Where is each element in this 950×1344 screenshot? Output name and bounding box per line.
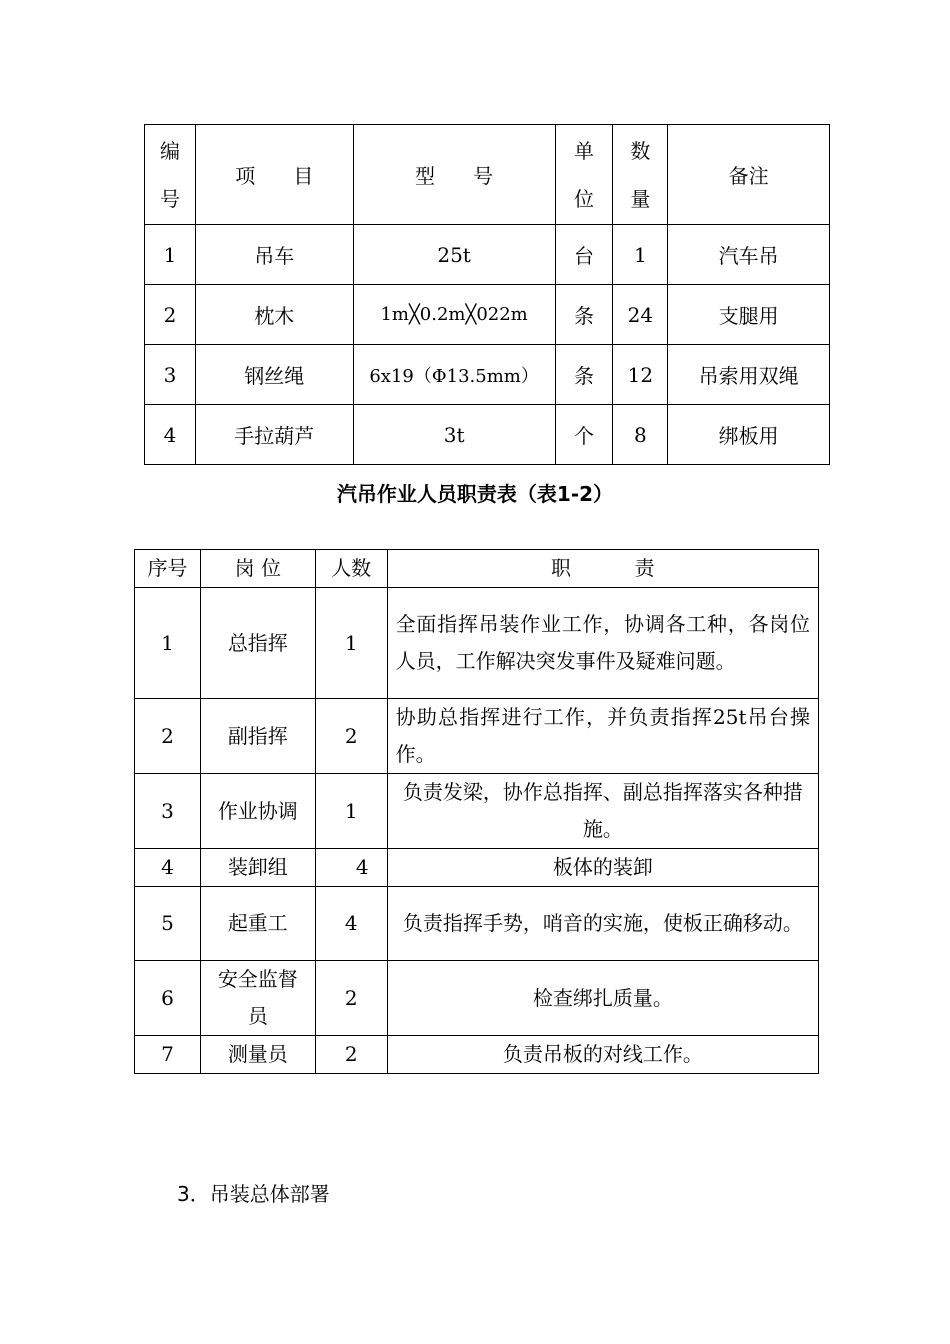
cell-qty: 1	[613, 225, 668, 285]
cell-model: 1m╳0.2m╳022m	[353, 285, 555, 345]
cell-qty: 8	[613, 405, 668, 465]
cell-item: 钢丝绳	[195, 345, 353, 405]
cell-remark: 支腿用	[668, 285, 830, 345]
cell-count: 4	[315, 849, 387, 887]
header-post: 岗 位	[200, 550, 315, 588]
cell-model: 6x19（Φ13.5mm）	[353, 345, 555, 405]
cell-post: 安全监督员	[200, 961, 315, 1036]
table-caption: 汽吊作业人员职责表（表1-2）	[336, 482, 614, 506]
header-model: 型 号	[353, 125, 555, 225]
table-row	[135, 887, 819, 961]
duty-header-row	[135, 550, 819, 588]
cell-no: 7	[135, 1036, 201, 1074]
cell-duty: 板体的装卸	[387, 849, 818, 887]
section-heading: 3．吊装总体部署	[177, 1182, 330, 1206]
cell-qty: 24	[613, 285, 668, 345]
cell-no: 1	[145, 225, 196, 285]
cell-duty: 负责吊板的对线工作。	[387, 1036, 818, 1074]
cell-no: 5	[135, 887, 201, 961]
header-item: 项 目	[195, 125, 353, 225]
cell-no: 3	[135, 774, 201, 849]
cell-duty: 全面指挥吊装作业工作，协调各工种，各岗位人员，工作解决突发事件及疑难问题。	[387, 588, 818, 699]
cell-unit: 条	[555, 345, 613, 405]
cell-post: 副指挥	[200, 699, 315, 774]
header-no: 序号	[135, 550, 201, 588]
cell-remark: 绑板用	[668, 405, 830, 465]
table-row	[145, 285, 830, 345]
cell-duty: 检查绑扎质量。	[387, 961, 818, 1036]
cell-duty: 负责发梁，协作总指挥、副总指挥落实各种措施。	[387, 774, 818, 849]
cell-count: 2	[315, 699, 387, 774]
cell-post: 总指挥	[200, 588, 315, 699]
cell-no: 4	[135, 849, 201, 887]
cell-count: 2	[315, 1036, 387, 1074]
cell-no: 1	[135, 588, 201, 699]
table-row	[145, 345, 830, 405]
header-unit: 单 位	[555, 125, 613, 225]
header-no: 编 号	[145, 125, 196, 225]
table-row	[135, 588, 819, 699]
table-row	[145, 225, 830, 285]
cell-item: 手拉葫芦	[195, 405, 353, 465]
cell-unit: 个	[555, 405, 613, 465]
cell-no: 4	[145, 405, 196, 465]
table-row	[135, 699, 819, 774]
cell-duty: 协助总指挥进行工作，并负责指挥25t吊台操作。	[387, 699, 818, 774]
header-duty: 职 责	[387, 550, 818, 588]
cell-post: 测量员	[200, 1036, 315, 1074]
cell-no: 6	[135, 961, 201, 1036]
cell-qty: 12	[613, 345, 668, 405]
cell-post: 起重工	[200, 887, 315, 961]
cell-count: 1	[315, 588, 387, 699]
duty-table	[134, 549, 819, 1074]
table-row	[135, 774, 819, 849]
table-row	[145, 405, 830, 465]
cell-count: 4	[315, 887, 387, 961]
equipment-table	[144, 124, 830, 465]
cell-count: 1	[315, 774, 387, 849]
equipment-header-row	[145, 125, 830, 225]
table-row	[135, 961, 819, 1036]
cell-post: 装卸组	[200, 849, 315, 887]
cell-no: 2	[145, 285, 196, 345]
header-remark: 备注	[668, 125, 830, 225]
cell-remark: 汽车吊	[668, 225, 830, 285]
table-row	[135, 1036, 819, 1074]
cell-model: 25t	[353, 225, 555, 285]
cell-duty: 负责指挥手势，哨音的实施，使板正确移动。	[387, 887, 818, 961]
header-qty: 数 量	[613, 125, 668, 225]
cell-unit: 条	[555, 285, 613, 345]
cell-item: 吊车	[195, 225, 353, 285]
cell-post: 作业协调	[200, 774, 315, 849]
table-row	[135, 849, 819, 887]
cell-remark: 吊索用双绳	[668, 345, 830, 405]
cell-count: 2	[315, 961, 387, 1036]
cell-no: 2	[135, 699, 201, 774]
header-count: 人数	[315, 550, 387, 588]
cell-item: 枕木	[195, 285, 353, 345]
cell-model: 3t	[353, 405, 555, 465]
cell-unit: 台	[555, 225, 613, 285]
cell-no: 3	[145, 345, 196, 405]
